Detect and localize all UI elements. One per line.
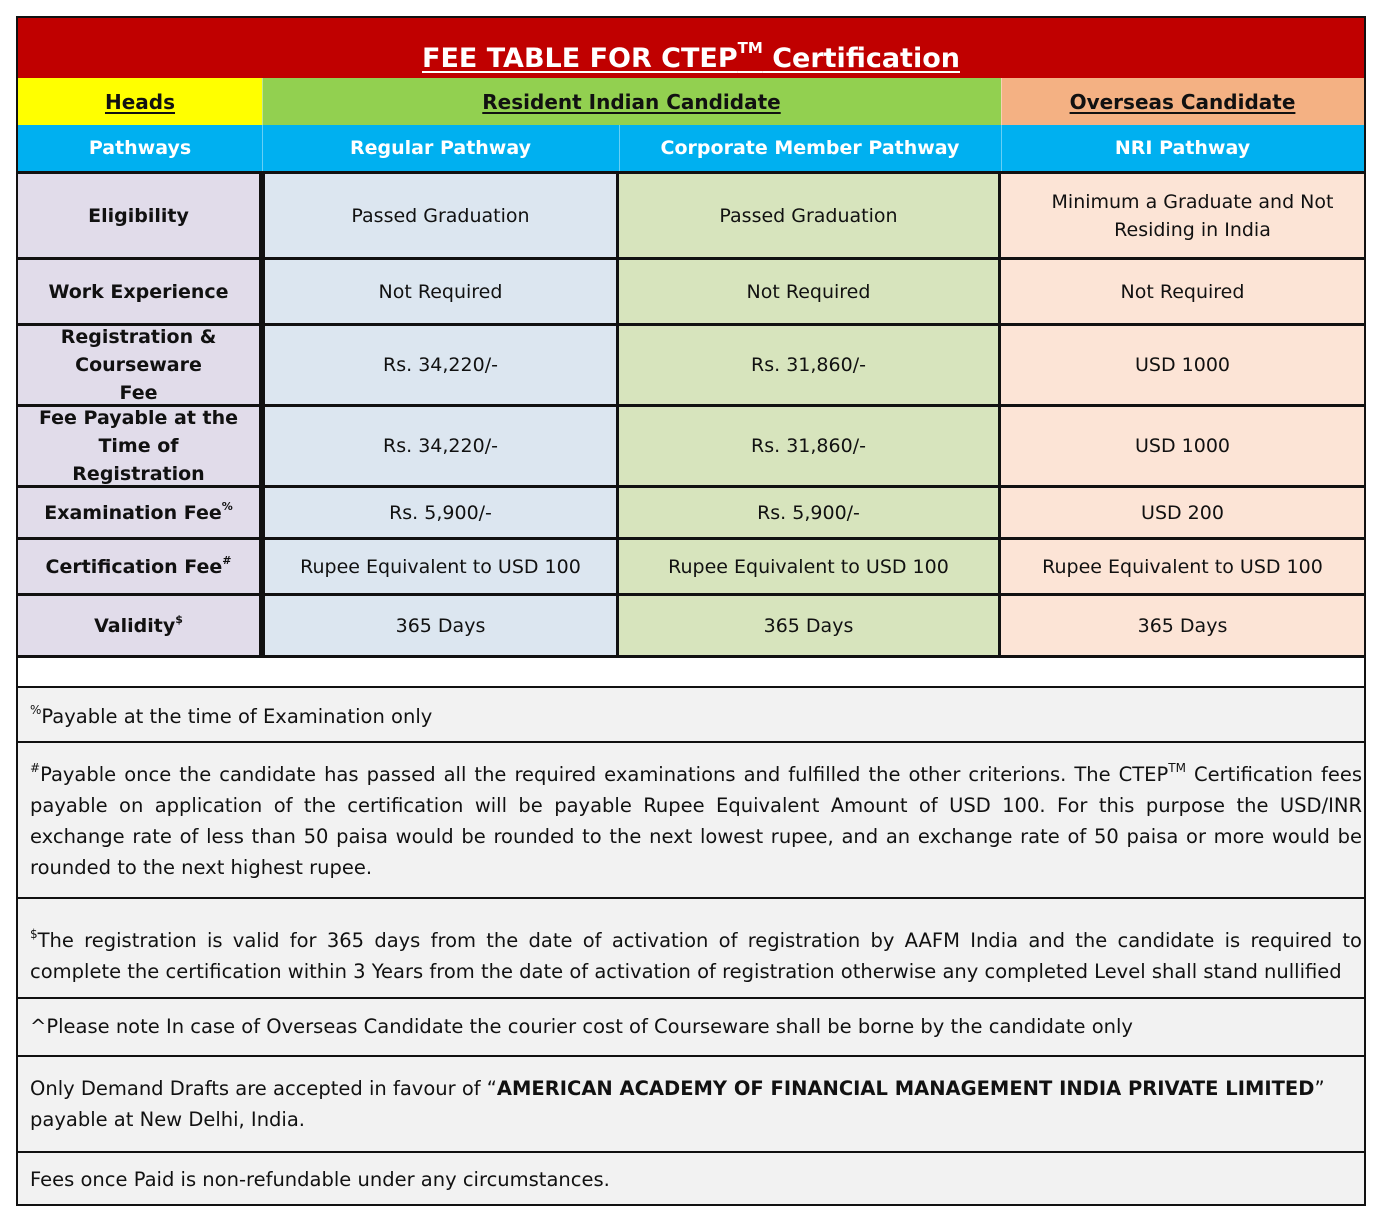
row-head: Certification Fee# — [18, 540, 262, 596]
regular-value: Rupee Equivalent to USD 100 — [262, 540, 619, 596]
fee-table — [16, 16, 1366, 1206]
footnote-marker: % — [221, 499, 233, 513]
nri-value: Minimum a Graduate and Not Residing in India — [1001, 174, 1364, 260]
pathways-row — [18, 125, 1364, 171]
regular-value: Not Required — [262, 260, 619, 326]
row-head: Validity$ — [18, 596, 262, 658]
divider — [619, 125, 620, 171]
blank-row — [18, 658, 1364, 686]
table-row — [18, 596, 1364, 658]
corporate-value: Rs. 31,860/- — [619, 326, 1001, 407]
note-refund: Fees once Paid is non-refundable under any circumstances. — [18, 1151, 1364, 1204]
title-text: FEE TABLE FOR CTEP — [422, 43, 738, 74]
note-examination: %Payable at the time of Examination only — [18, 686, 1364, 741]
group-header-row — [18, 78, 1364, 125]
row-head: Work Experience — [18, 260, 262, 326]
pathway-nri: NRI Pathway — [1001, 125, 1364, 171]
row-head: Eligibility — [18, 174, 262, 260]
nri-value: USD 1000 — [1001, 407, 1364, 488]
table-row — [18, 326, 1364, 407]
overseas-header: Overseas Candidate — [1001, 78, 1364, 125]
note-certification: #Payable once the candidate has passed all the required examinations and fulfilled the other criterions. The CTEP™ Certification fees payable on application of the certification will be payable Rupee Equivalent Amount of USD 100. For this purpose the USD/INR exchange rate of less than 50 paisa would be rounded to the next lowest rupee, and an exchange rate of 50 paisa or more would be rounded to the next highest rupee. — [18, 741, 1364, 897]
table-title — [18, 18, 1364, 78]
resident-header: Resident Indian Candidate — [262, 78, 1001, 125]
nri-value: USD 1000 — [1001, 326, 1364, 407]
nri-value: Not Required — [1001, 260, 1364, 326]
corporate-value: Passed Graduation — [619, 174, 1001, 260]
nri-value: 365 Days — [1001, 596, 1364, 658]
footnote-marker: $ — [175, 612, 183, 626]
corporate-value: Rs. 31,860/- — [619, 407, 1001, 488]
table-row — [18, 407, 1364, 488]
row-head: Fee Payable at the Time of Registration — [18, 407, 262, 488]
divider — [262, 78, 263, 171]
title-tm: TM — [737, 39, 763, 57]
corporate-value: Rupee Equivalent to USD 100 — [619, 540, 1001, 596]
pathway-regular: Regular Pathway — [262, 125, 619, 171]
pathways-label: Pathways — [18, 125, 262, 171]
regular-value: Rs. 5,900/- — [262, 488, 619, 540]
nri-value: USD 200 — [1001, 488, 1364, 540]
row-head: Registration & Courseware Fee — [18, 326, 262, 407]
divider — [1001, 78, 1002, 171]
table-row — [18, 174, 1364, 260]
table-row — [18, 488, 1364, 540]
title-suffix: Certification — [762, 43, 960, 74]
table-row — [18, 260, 1364, 326]
heads-header: Heads — [18, 78, 262, 125]
table-row — [18, 540, 1364, 596]
footnote-marker: # — [222, 553, 232, 567]
corporate-value: Rs. 5,900/- — [619, 488, 1001, 540]
pathway-corporate: Corporate Member Pathway — [619, 125, 1001, 171]
regular-value: 365 Days — [262, 596, 619, 658]
regular-value: Rs. 34,220/- — [262, 407, 619, 488]
corporate-value: Not Required — [619, 260, 1001, 326]
regular-value: Rs. 34,220/- — [262, 326, 619, 407]
nri-value: Rupee Equivalent to USD 100 — [1001, 540, 1364, 596]
note-courier: ^Please note In case of Overseas Candidate the courier cost of Courseware shall be borne by the candidate only — [18, 997, 1364, 1055]
regular-value: Passed Graduation — [262, 174, 619, 260]
note-validity: $The registration is valid for 365 days from the date of activation of registration by AAFM India and the candidate is required to complete the certification within 3 Years from the date of activation of registration otherwise any completed Level shall stand nullified — [18, 897, 1364, 997]
row-head: Examination Fee% — [18, 488, 262, 540]
corporate-value: 365 Days — [619, 596, 1001, 658]
note-demand-drafts: Only Demand Drafts are accepted in favour of “AMERICAN ACADEMY OF FINANCIAL MANAGEMENT INDIA PRIVATE LIMITED” payable at New Delhi, India. — [18, 1055, 1364, 1151]
